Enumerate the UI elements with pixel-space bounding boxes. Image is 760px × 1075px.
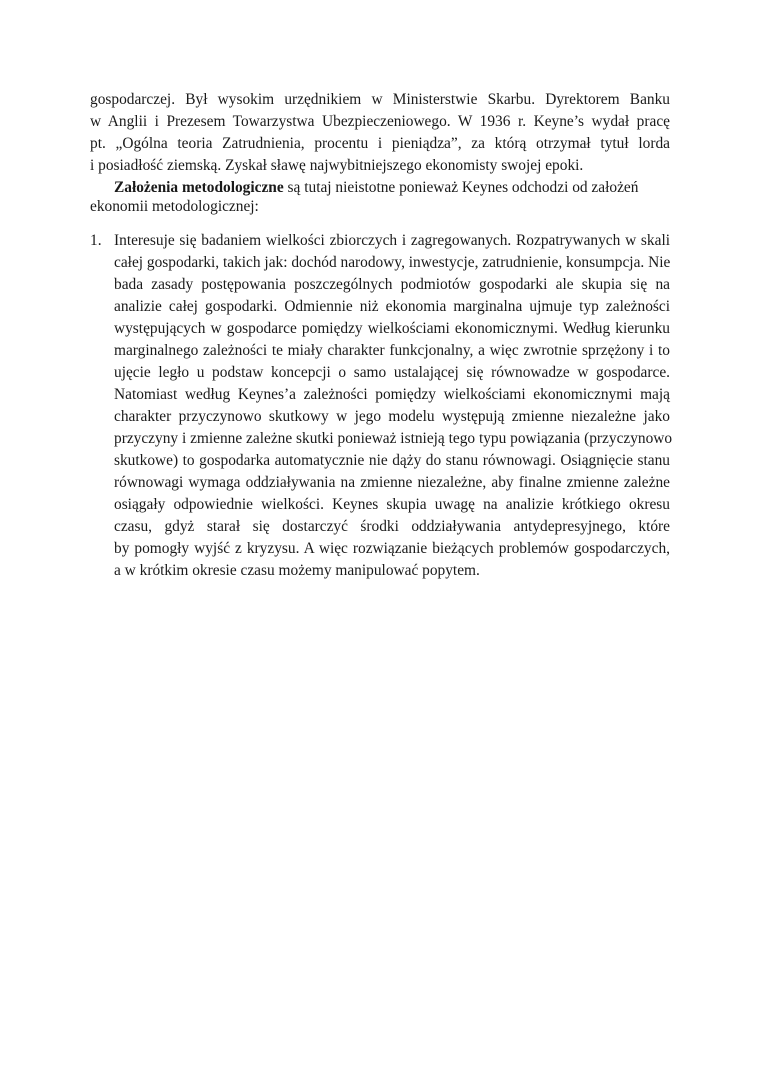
paragraph-line: pt. „Ogólna teoria Zatrudnienia, procentu i pieniądza”, za którą otrzymał tytuł lorda	[90, 135, 670, 152]
list-line: Natomiast według Keynes’a zależności pomiędzy wielkościami ekonomicznymi mają	[114, 386, 670, 403]
list-line: marginalnego zależności te miały charakter funkcjonalny, a więc zwrotnie sprzężony i to	[114, 342, 670, 359]
list-line: całej gospodarki, takich jak: dochód narodowy, inwestycje, zatrudnienie, konsumpcja. Nie	[114, 254, 671, 271]
list-line: czasu, gdyż starał się dostarczyć środki oddziaływania antydepresyjnego, które	[114, 518, 670, 535]
section-heading: Założenia metodologiczne	[114, 179, 284, 196]
list-line: równowagi wymaga oddziaływania na zmienne niezależne, aby finalne zmienne zależne	[114, 474, 670, 491]
paragraph-line: ekonomii metodologicznej:	[90, 198, 259, 215]
paragraph-line: i posiadłość ziemską. Zyskał sławę najwybitniejszego ekonomisty swojej epoki.	[90, 157, 584, 174]
paragraph-line: w Anglii i Prezesem Towarzystwa Ubezpieczeniowego. W 1936 r. Keyne’s wydał pracę	[90, 113, 670, 130]
paragraph-2	[90, 177, 670, 218]
list-line: a w krótkim okresie czasu możemy manipulować popytem.	[114, 562, 480, 579]
list-number: 1.	[90, 232, 102, 249]
list-line: występujących w gospodarce pomiędzy wielkościami ekonomicznymi. Według kierunku	[114, 320, 670, 337]
list-line: by pomogły wyjść z kryzysu. A więc rozwiązanie bieżących problemów gospodarczych,	[114, 540, 670, 557]
list-line: ujęcie legło u podstaw koncepcji o samo ustalającej się równowadze w gospodarce.	[114, 364, 670, 381]
list-line: Interesuje się badaniem wielkości zbiorczych i zagregowanych. Rozpatrywanych w skali	[114, 232, 670, 249]
heading-continuation: są tutaj nieistotne ponieważ Keynes odchodzi od założeń	[283, 179, 639, 196]
list-line: charakter przyczynowo skutkowy w jego modelu występują zmienne niezależne jako	[114, 408, 670, 425]
list-line: analizie całej gospodarki. Odmiennie niż ekonomia marginalna ujmuje typ zależności	[114, 298, 670, 315]
list-line: przyczyny i zmienne zależne skutki ponieważ istnieją tego typu powiązania (przyczynowo	[114, 430, 673, 447]
list-item-body	[114, 230, 673, 582]
list-line: bada zasady postępowania poszczególnych podmiotów gospodarki ale skupia się na	[114, 276, 670, 293]
paragraph-1	[90, 89, 670, 177]
list-line: osiągały odpowiednie wielkości. Keynes skupia uwagę na analizie krótkiego okresu	[114, 496, 670, 513]
paragraph-line: gospodarczej. Był wysokim urzędnikiem w Ministerstwie Skarbu. Dyrektorem Banku	[90, 91, 670, 108]
list-line: skutkowe) to gospodarka automatycznie nie dąży do stanu równowagi. Osiągnięcie stanu	[114, 452, 670, 469]
